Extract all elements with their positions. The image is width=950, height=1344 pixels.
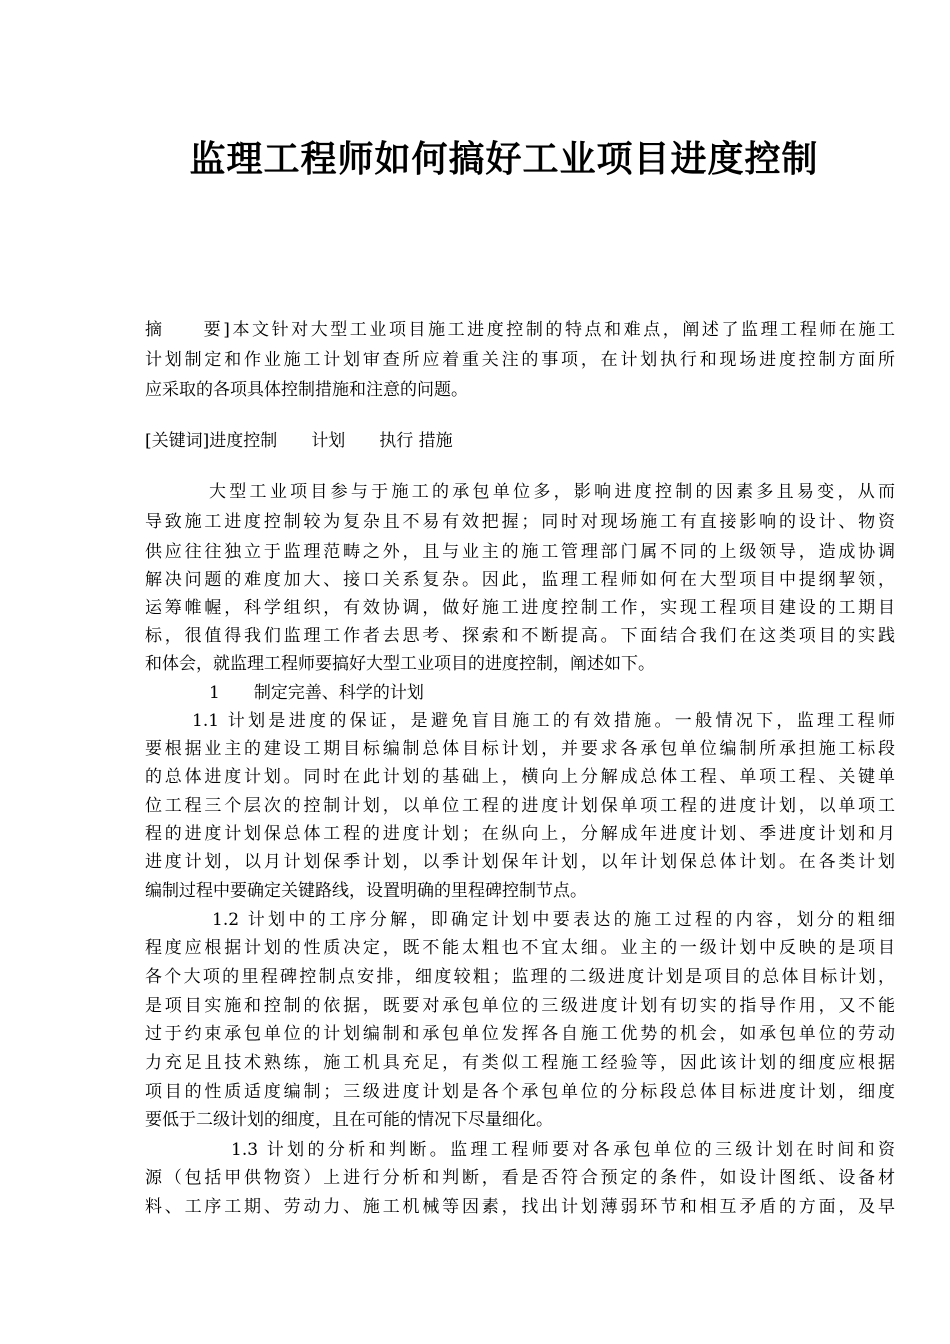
intro-line: 大型工业项目参与于施工的承包单位多，影响进度控制的因素多且易变，从而 [209,482,895,502]
paragraph-line: 要低于二级计划的细度，且在可能的情况下尽量细化。 [145,1110,553,1130]
paragraph-line: 要根据业主的建设工期目标编制总体目标计划，并要求各承包单位编制所承担施工标段 [145,739,895,759]
abstract-line: 计划制定和作业施工计划审查所应着重关注的事项，在计划执行和现场进度控制方面所 [145,350,895,370]
abstract-line: 摘 要]本文针对大型工业项目施工进度控制的特点和难点，阐述了监理工程师在施工 [145,320,895,340]
paragraph-line: 编制过程中要确定关键路线，设置明确的里程碑控制节点。 [145,881,587,901]
paragraph-line: 料、工序工期、劳动力、施工机械等因素，找出计划薄弱环节和相互矛盾的方面，及早 [145,1197,895,1217]
paragraph-line: 各个大项的里程碑控制点安排，细度较粗；监理的二级进度计划是项目的总体目标计划， [145,967,895,987]
paragraph-line: 1.2 计划中的工序分解，即确定计划中要表达的施工过程的内容，划分的粗细 [212,910,895,930]
paragraph-line: 的总体进度计划。同时在此计划的基础上，横向上分解成总体工程、单项工程、关键单 [145,767,895,787]
keywords-line: [关键词]进度控制 计划 执行 措施 [145,431,453,451]
intro-line: 标，很值得我们监理工作者去思考、探索和不断提高。下面结合我们在这类项目的实践 [145,626,895,646]
paragraph-line: 进度计划，以月计划保季计划，以季计划保年计划，以年计划保总体计划。在各类计划 [145,852,895,872]
intro-line: 和体会，就监理工程师要搞好大型工业项目的进度控制，阐述如下。 [145,654,655,674]
intro-line: 供应往往独立于监理范畴之外，且与业主的施工管理部门属不同的上级领导，造成协调 [145,542,895,562]
paragraph-line: 力充足且技术熟练，施工机具充足，有类似工程施工经验等，因此该计划的细度应根据 [145,1053,895,1073]
intro-line: 运筹帷幄，科学组织，有效协调，做好施工进度控制工作，实现工程项目建设的工期目 [145,598,895,618]
paragraph-line: 1.3 计划的分析和判断。监理工程师要对各承包单位的三级计划在时间和资 [231,1140,895,1160]
paragraph-line: 位工程三个层次的控制计划，以单位工程的进度计划保单项工程的进度计划，以单项工 [145,796,895,816]
abstract-line: 应采取的各项具体控制措施和注意的问题。 [145,380,468,400]
paragraph-line: 程度应根据计划的性质决定，既不能太粗也不宜太细。业主的一级计划中反映的是项目 [145,938,895,958]
paragraph-line: 1.1 计划是进度的保证，是避免盲目施工的有效措施。一般情况下，监理工程师 [192,711,895,731]
intro-line: 解决问题的难度加大、接口关系复杂。因此，监理工程师如何在大型项目中提纲挈领， [145,570,895,590]
paragraph-line: 项目的性质适度编制；三级进度计划是各个承包单位的分标段总体目标进度计划，细度 [145,1082,895,1102]
intro-line: 导致施工进度控制较为复杂且不易有效把握；同时对现场施工有直接影响的设计、物资 [145,512,895,532]
paragraph-line: 程的进度计划保总体工程的进度计划；在纵向上，分解成年进度计划、季进度计划和月 [145,824,895,844]
paragraph-line: 过于约束承包单位的计划编制和承包单位发挥各自施工优势的机会，如承包单位的劳动 [145,1024,895,1044]
paragraph-line: 源（包括甲供物资）上进行分析和判断，看是否符合预定的条件，如设计图纸、设备材 [145,1168,895,1188]
paragraph-line: 是项目实施和控制的依据，既要对承包单位的三级进度计划有切实的指导作用，又不能 [145,996,895,1016]
section-heading: 1 制定完善、科学的计划 [209,683,424,703]
document-title: 监理工程师如何搞好工业项目进度控制 [189,139,819,180]
